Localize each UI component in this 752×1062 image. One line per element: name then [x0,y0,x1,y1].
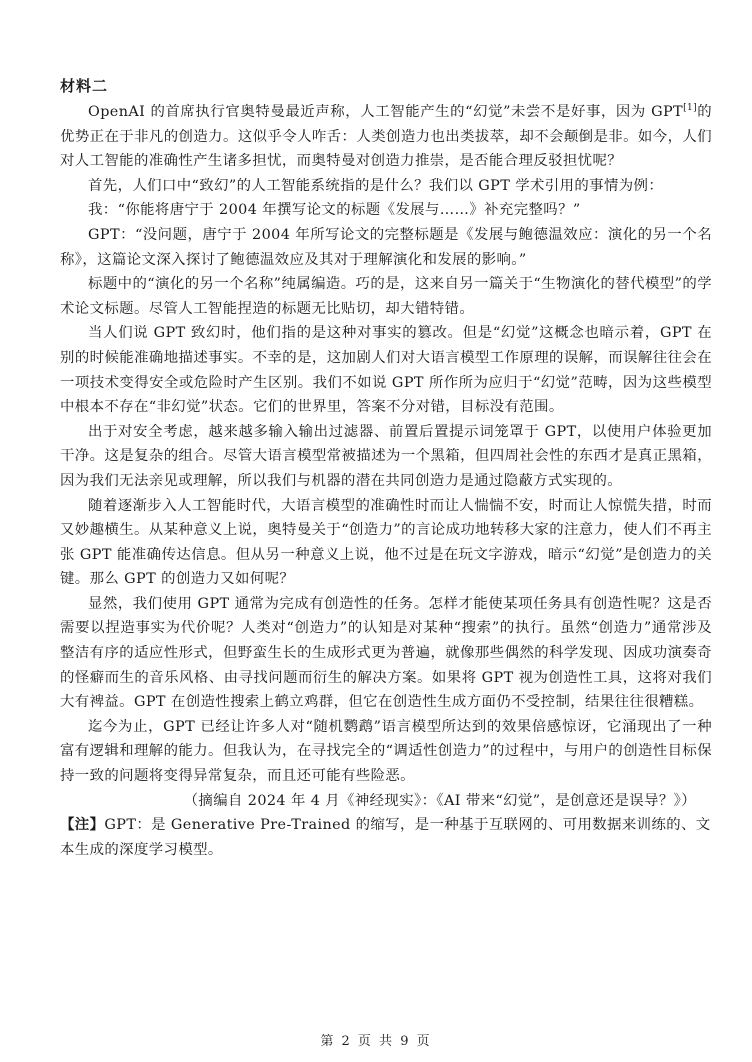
footnote [60,813,712,862]
paragraph-2: 首先，人们口中“致幻”的人工智能系统指的是什么？我们以 GPT 学术引用的事情为例： [88,177,664,194]
page-number: 第 2 页 共 9 页 [320,1034,432,1049]
paragraph-6: 当人们说 GPT 致幻时，他们指的是这种对事实的篡改。但是“幻觉”这概念也暗示着，GPT 在别的时候能准确地描述事实。不幸的是，这加剧人们对大语言模型工作原理的误解，而误解往往会在一项技术变得安全或危险时产生区别。我们不如说 GPT 所作所为应归于“幻觉”范畴，因为这些模型中根本不存在“非幻觉”状态。它们的世界里，答案不分对错，目标没有范围。 [60,325,712,416]
paragraph-3: 我：“你能将唐宁于 2004 年撰写论文的标题《发展与……》补充完整吗？” [88,202,581,219]
paragraph-1-text-b: 的优势正在于非凡的创造力。这似乎令人咋舌：人类创造力也出类拔萃，却不会颠倒是非。如今，人们对人工智能的准确性产生诸多担忧，而奥特曼对创造力推崇，是否能合理反驳担忧呢？ [60,104,713,170]
paragraph-1-text-a: OpenAI 的首席执行官奥特曼最近声称，人工智能产生的“幻觉”未尝不是好事，因为 GPT [88,104,684,120]
paragraph-7: 出于对安全考虑，越来越多输入输出过滤器、前置后置提示词笼罩于 GPT，以使用户体验更加干净。这是复杂的组合。尽管大语言模型常被描述为一个黑箱，但四周社会性的东西才是真正黑箱，因为我们无法亲见或理解，所以我们与机器的潜在共同创造力是通过隐蔽方式实现的。 [60,423,712,489]
source-citation: （摘编自 2024 年 4 月《神经现实》：《AI 带来“幻觉”，是创意还是误导？》） [183,792,696,809]
paragraph-4: GPT：“没问题，唐宁于 2004 年所写论文的完整标题是《发展与鲍德温效应：演化的另一个名称》，这篇论文深入探讨了鲍德温效应及其对于理解演化和发展的影响。” [60,226,712,268]
paragraph-9: 显然，我们使用 GPT 通常为完成有创造性的任务。怎样才能使某项任务具有创造性呢？这是否需要以捏造事实为代价呢？人类对“创造力”的认知是对某种“搜索”的执行。虽然“创造力”通常涉及整洁有序的适应性形式，但野蛮生长的生成形式更为普遍，就像那些偶然的科学发现、因成功演奏奇的怪癖而生的音乐风格、由寻找问题而衍生的解决方案。如果将 GPT 视为创造性工具，这将对我们大有裨益。GPT 在创造性搜索上鹤立鸡群，但它在创造性生成方面仍不受控制，结果往往很糟糕。 [60,595,712,711]
paragraph-5: 标题中的“演化的另一个名称”纯属编造。巧的是，这来自另一篇关于“生物演化的替代模型”的学术论文标题。尽管人工智能捏造的标题无比贴切，却大错特错。 [60,276,712,317]
document-body [60,74,712,862]
paragraph-10: 迄今为止，GPT 已经让许多人对“随机鹦鹉”语言模型所达到的效果倍感惊讶，它涌现出了一种富有逻辑和理解的能力。但我认为，在寻找完全的“调适性创造力”的过程中，与用户的创造性目标保持一致的问题将变得异常复杂，而且还可能有些险恶。 [60,718,712,785]
paragraph-1 [60,100,712,174]
footnote-label: 【注】 [60,816,105,834]
footnote-marker: [1] [683,103,698,114]
section-heading: 材料二 [60,77,109,95]
footnote-text: GPT：是 Generative Pre-Trained 的缩写，是一种基于互联网的、可用数据来训练的、文本生成的深度学习模型。 [60,817,711,858]
paragraph-8: 随着逐渐步入人工智能时代，大语言模型的准确性时而让人惴惴不安，时而让人惊慌失措，时而又妙趣横生。从某种意义上说，奥特曼关于“创造力”的言论成功地转移大家的注意力，使人们不再主张 GPT 能准确传达信息。但从另一种意义上说，他不过是在玩文字游戏，暗示“幻觉”是创造力的关键。那么 GPT 的创造力又如何呢？ [60,497,712,588]
